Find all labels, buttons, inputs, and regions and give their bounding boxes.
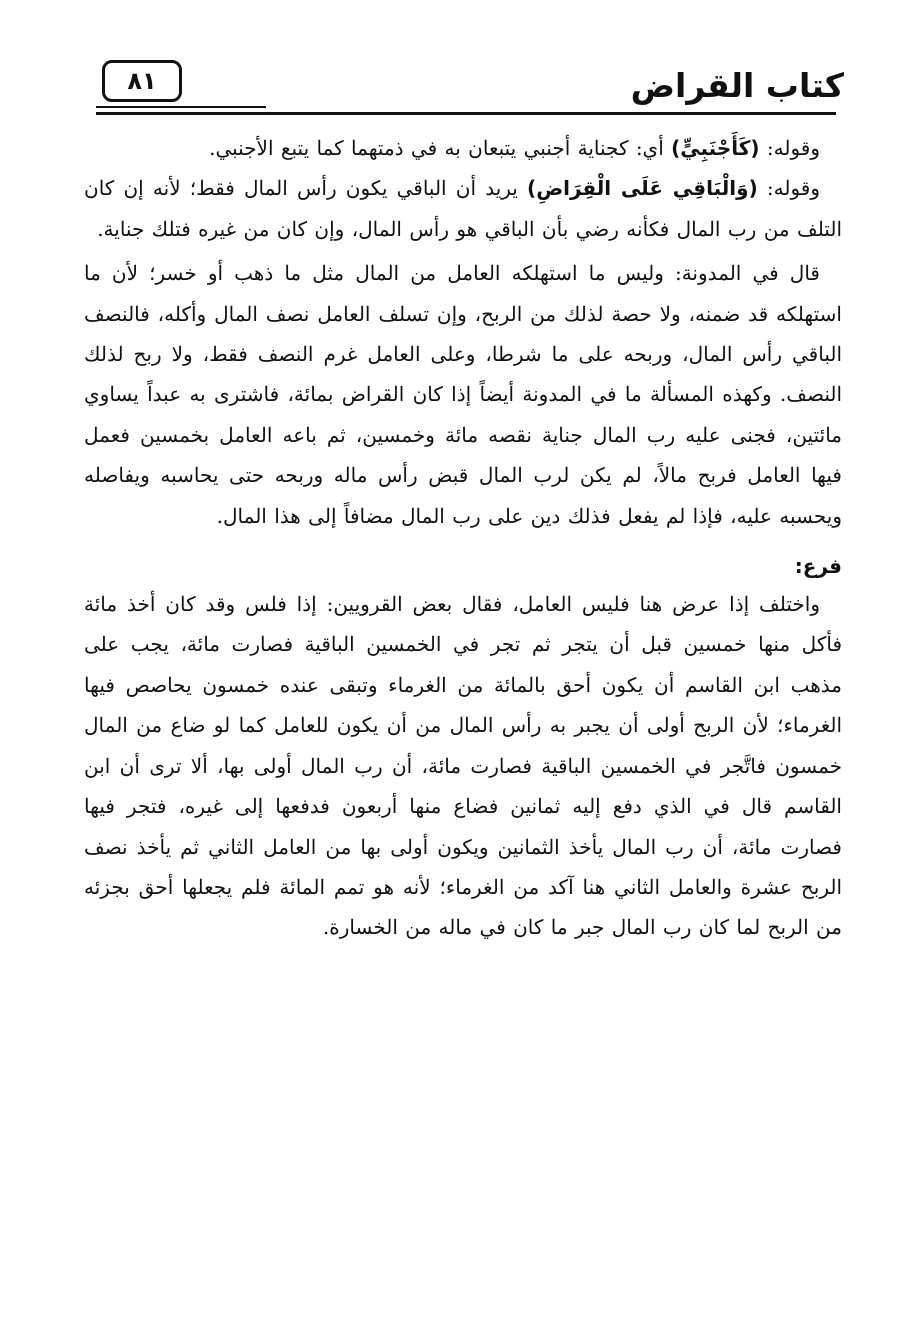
section-paragraph-text: واختلف إذا عرض هنا فليس العامل، فقال بعض القرويين: إذا فلس وقد كان أخذ مائة فأكل منها خمسين قبل أن يتجر ثم تجر في الخمسين الباقية فصارت مائة، يجب على مذهب ابن القاسم أن يكون أحق بالمائة من الغرماء وتبقى عنده خمسون يحاصص فيها الغرماء؛ لأن الربح أولى أن يجبر به رأس المال من أن يكون للعامل كما لو ضاع من المال خمسون فاتَّجر في الخمسين الباقية فصارت مائة، أن رب المال أولى بها، ألا ترى أن ابن القاسم قال في الذي دفع إليه ثمانين فضاع منها أربعون فدفعها إلى غيره، فتجر فيها فصارت مائة، أن رب المال يأخذ الثمانين ويكون أولى بها من العامل الثاني ثم يأخذ نصف الربح عشرة والعامل الثاني هنا آكد من الغرماء؛ لأنه هو تمم المائة فلم يجعلها أحق بجزئه من الربح لما كان رب المال جبر ما كان في ماله من الخسارة. bbox=[84, 592, 843, 940]
chapter-title: كتاب القراض bbox=[630, 66, 844, 105]
paragraph-3 bbox=[84, 253, 842, 536]
paragraph-2-text: يريد أن الباقي يكون رأس المال فقط؛ لأنه إن كان التلف من رب المال فكأنه رضي بأن الباقي هو رأس المال، وإن كان من غيره فتلك جناية. bbox=[84, 176, 842, 241]
paragraph-2-lead: وقوله: bbox=[757, 176, 821, 201]
paragraph-1-quote: (كَأَجْنَبِيٍّ) bbox=[671, 136, 760, 160]
paragraph-1 bbox=[84, 128, 842, 168]
paragraph-1-text: أي: كجناية أجنبي يتبعان به في ذمتهما كما يتبع الأجنبي. bbox=[209, 136, 672, 160]
header-rule bbox=[96, 112, 836, 115]
section-paragraph bbox=[84, 584, 842, 948]
paragraph-3-text: قال في المدونة: وليس ما استهلكه العامل من المال مثل ما ذهب أو خسر؛ لأن ما استهلكه قد ضمنه، ولا حصة لذلك من الربح، وإن تسلف العامل نصف المال وأكله، فالنصف الباقي رأس المال، وربحه على ما شرطا، وعلى العامل غرم النصف فقط، ولا ربح لذلك النصف. وكهذه المسألة ما في المدونة أيضاً إذا كان القراض بمائة، فاشترى به عبداً يساوي مائتين، فجنى عليه رب المال جناية نقصه مائة وخمسين، ثم باعه العامل بخمسين فعمل فيها العامل فربح مالاً، لم يكن لرب المال قبض رأس ماله وربحه حتى يحاسبه ويفاصله ويحسبه عليه، فإذا لم يفعل فذلك دين على رب المال مضافاً إلى هذا المال. bbox=[84, 261, 842, 528]
paragraph-2-quote: (وَالْبَاقِي عَلَى الْقِرَاضِ) bbox=[527, 176, 758, 201]
header-rule-thin bbox=[96, 106, 266, 108]
paragraph-1-lead: وقوله: bbox=[759, 136, 820, 160]
page-header bbox=[96, 52, 844, 112]
section-heading: فرع: bbox=[794, 554, 842, 579]
page-body bbox=[84, 128, 842, 948]
paragraph-2 bbox=[84, 168, 842, 249]
page-number: ٨١ bbox=[102, 60, 182, 102]
